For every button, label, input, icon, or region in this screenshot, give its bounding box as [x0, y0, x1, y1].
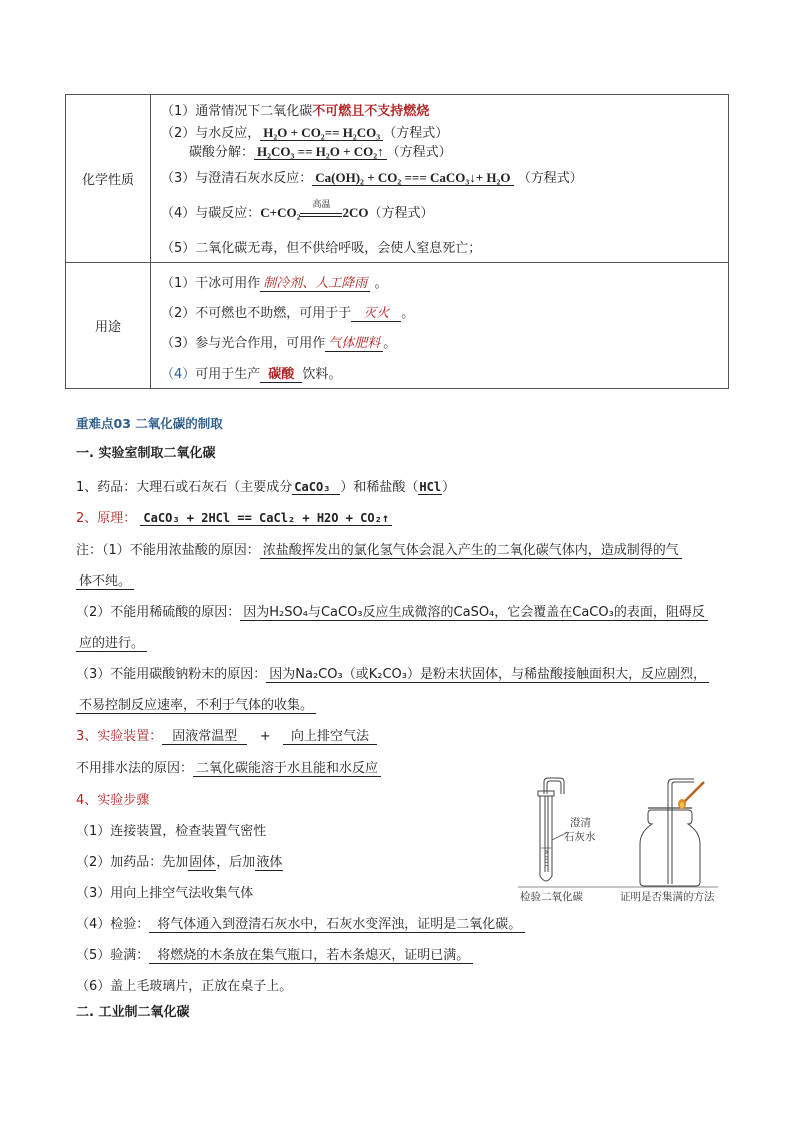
chem-cell	[151, 95, 729, 263]
note-1b: 体不纯。	[76, 570, 134, 589]
step-5: （5）验满： 将燃烧的木条放在集气瓶口，若木条熄灭，证明已满。	[76, 944, 473, 963]
principle-line: 2、原理： CaCO₃ + 2HCl == CaCl₂ + H2O + CO₂↑	[76, 507, 392, 526]
use-line-1: （1）干冰可用作 制冷剂、人工降雨 。	[161, 276, 388, 291]
note-3b: 不易控制反应速率，不利于气体的收集。	[76, 694, 316, 713]
caption-test-co2: 检验二氧化碳	[520, 891, 583, 903]
use-label: 用途	[66, 263, 151, 389]
step-3: （3）用向上排空气法收集气体	[76, 886, 254, 901]
high-temp-arrow: 高温	[300, 205, 342, 217]
note-2a: （2）不能用稀硫酸的原因： 因为H₂SO₄与CaCO₃反应生成微溶的CaSO₄，它会覆盖在CaCO₃的表面，阻碍反	[76, 601, 708, 620]
equation-water: H₂O + CO₂== H₂CO₃	[260, 125, 383, 141]
use-line-2: （2）不可燃也不助燃，可用于于 灭火 。	[161, 306, 415, 321]
heading-lab: 一. 实验室制取二氧化碳	[76, 446, 216, 461]
use-cell	[151, 263, 729, 389]
properties-table	[65, 94, 729, 389]
step-6: （6）盖上毛玻璃片，正放在桌子上。	[76, 979, 293, 994]
note-2b: 应的进行。	[76, 632, 147, 651]
step-2: （2）加药品：先加固体，后加液体	[76, 855, 283, 870]
step-1: （1）连接装置，检查装置气密性	[76, 824, 267, 839]
use-line-3: （3）参与光合作用，可用作 气体肥料 。	[161, 336, 397, 351]
step-4: （4）检验： 将气体通入到澄清石灰水中，石灰水变浑浊，证明是二氧化碳。	[76, 913, 525, 932]
apparatus-figure	[508, 776, 730, 904]
apparatus-line: 3、实验装置： 固液常温型 + 向上排空气法	[76, 725, 377, 744]
chem-line-6: （5）二氧化碳无毒，但不供给呼吸，会使人窒息死亡；	[161, 241, 482, 256]
burning-splint	[678, 782, 704, 809]
steps-heading: 4、实验步骤	[76, 793, 150, 808]
no-water-method-line: 不用排水法的原因： 二氧化碳能溶于水且能和水反应	[76, 757, 381, 776]
chem-line-5: （4）与碳反应：C+CO₂ 高温 2CO（方程式）	[161, 200, 434, 221]
chem-line-1: （1）通常情况下二氧化碳不可燃且不支持燃烧	[161, 104, 430, 119]
reagents-line: 1、药品：大理石或石灰石（主要成分 CaCO₃ ）和稀盐酸（HCl）	[76, 480, 456, 495]
note-1a: 注：（1）不能用浓盐酸的原因： 浓盐酸挥发出的氯化氢气体会混入产生的二氧化碳气体内，造成制得的气	[76, 539, 682, 558]
heading-industry: 二. 工业制二氧化碳	[76, 1005, 190, 1020]
section-title: 重难点03 二氧化碳的制取	[76, 416, 223, 431]
equation-limewater: Ca(OH)₂ + CO₂ === CaCO₃↓+ H₂O	[312, 170, 513, 186]
label-limewater-2: 石灰水	[564, 831, 596, 843]
equation-decompose: H₂CO₃ == H₂O + CO₂↑	[254, 144, 387, 160]
chem-line-3: 碳酸分解： H₂CO₃ == H₂O + CO₂↑ （方程式）	[189, 144, 452, 160]
chem-line-4: （3）与澄清石灰水反应： Ca(OH)₂ + CO₂ === CaCO₃↓+ H₂O （方程式）	[161, 170, 583, 186]
apparatus-drawing	[508, 776, 730, 904]
note-3a: （3）不能用碳酸钠粉末的原因： 因为Na₂CO₃（或K₂CO₃）是粉末状固体，与稀盐酸接触面积大，反应剧烈，	[76, 663, 709, 682]
chem-label: 化学性质	[66, 95, 151, 263]
test-tube	[538, 791, 554, 881]
caption-check-full: 证明是否集满的方法	[620, 891, 715, 903]
chem-line-2: （2）与水反应， H₂O + CO₂== H₂CO₃ （方程式）	[161, 125, 449, 141]
label-limewater-1: 澄清	[570, 817, 591, 829]
use-line-4: （4）可用于生产 碳酸 饮料。	[161, 367, 342, 382]
principle-equation: CaCO₃ + 2HCl == CaCl₂ + H2O + CO₂↑	[140, 511, 392, 526]
